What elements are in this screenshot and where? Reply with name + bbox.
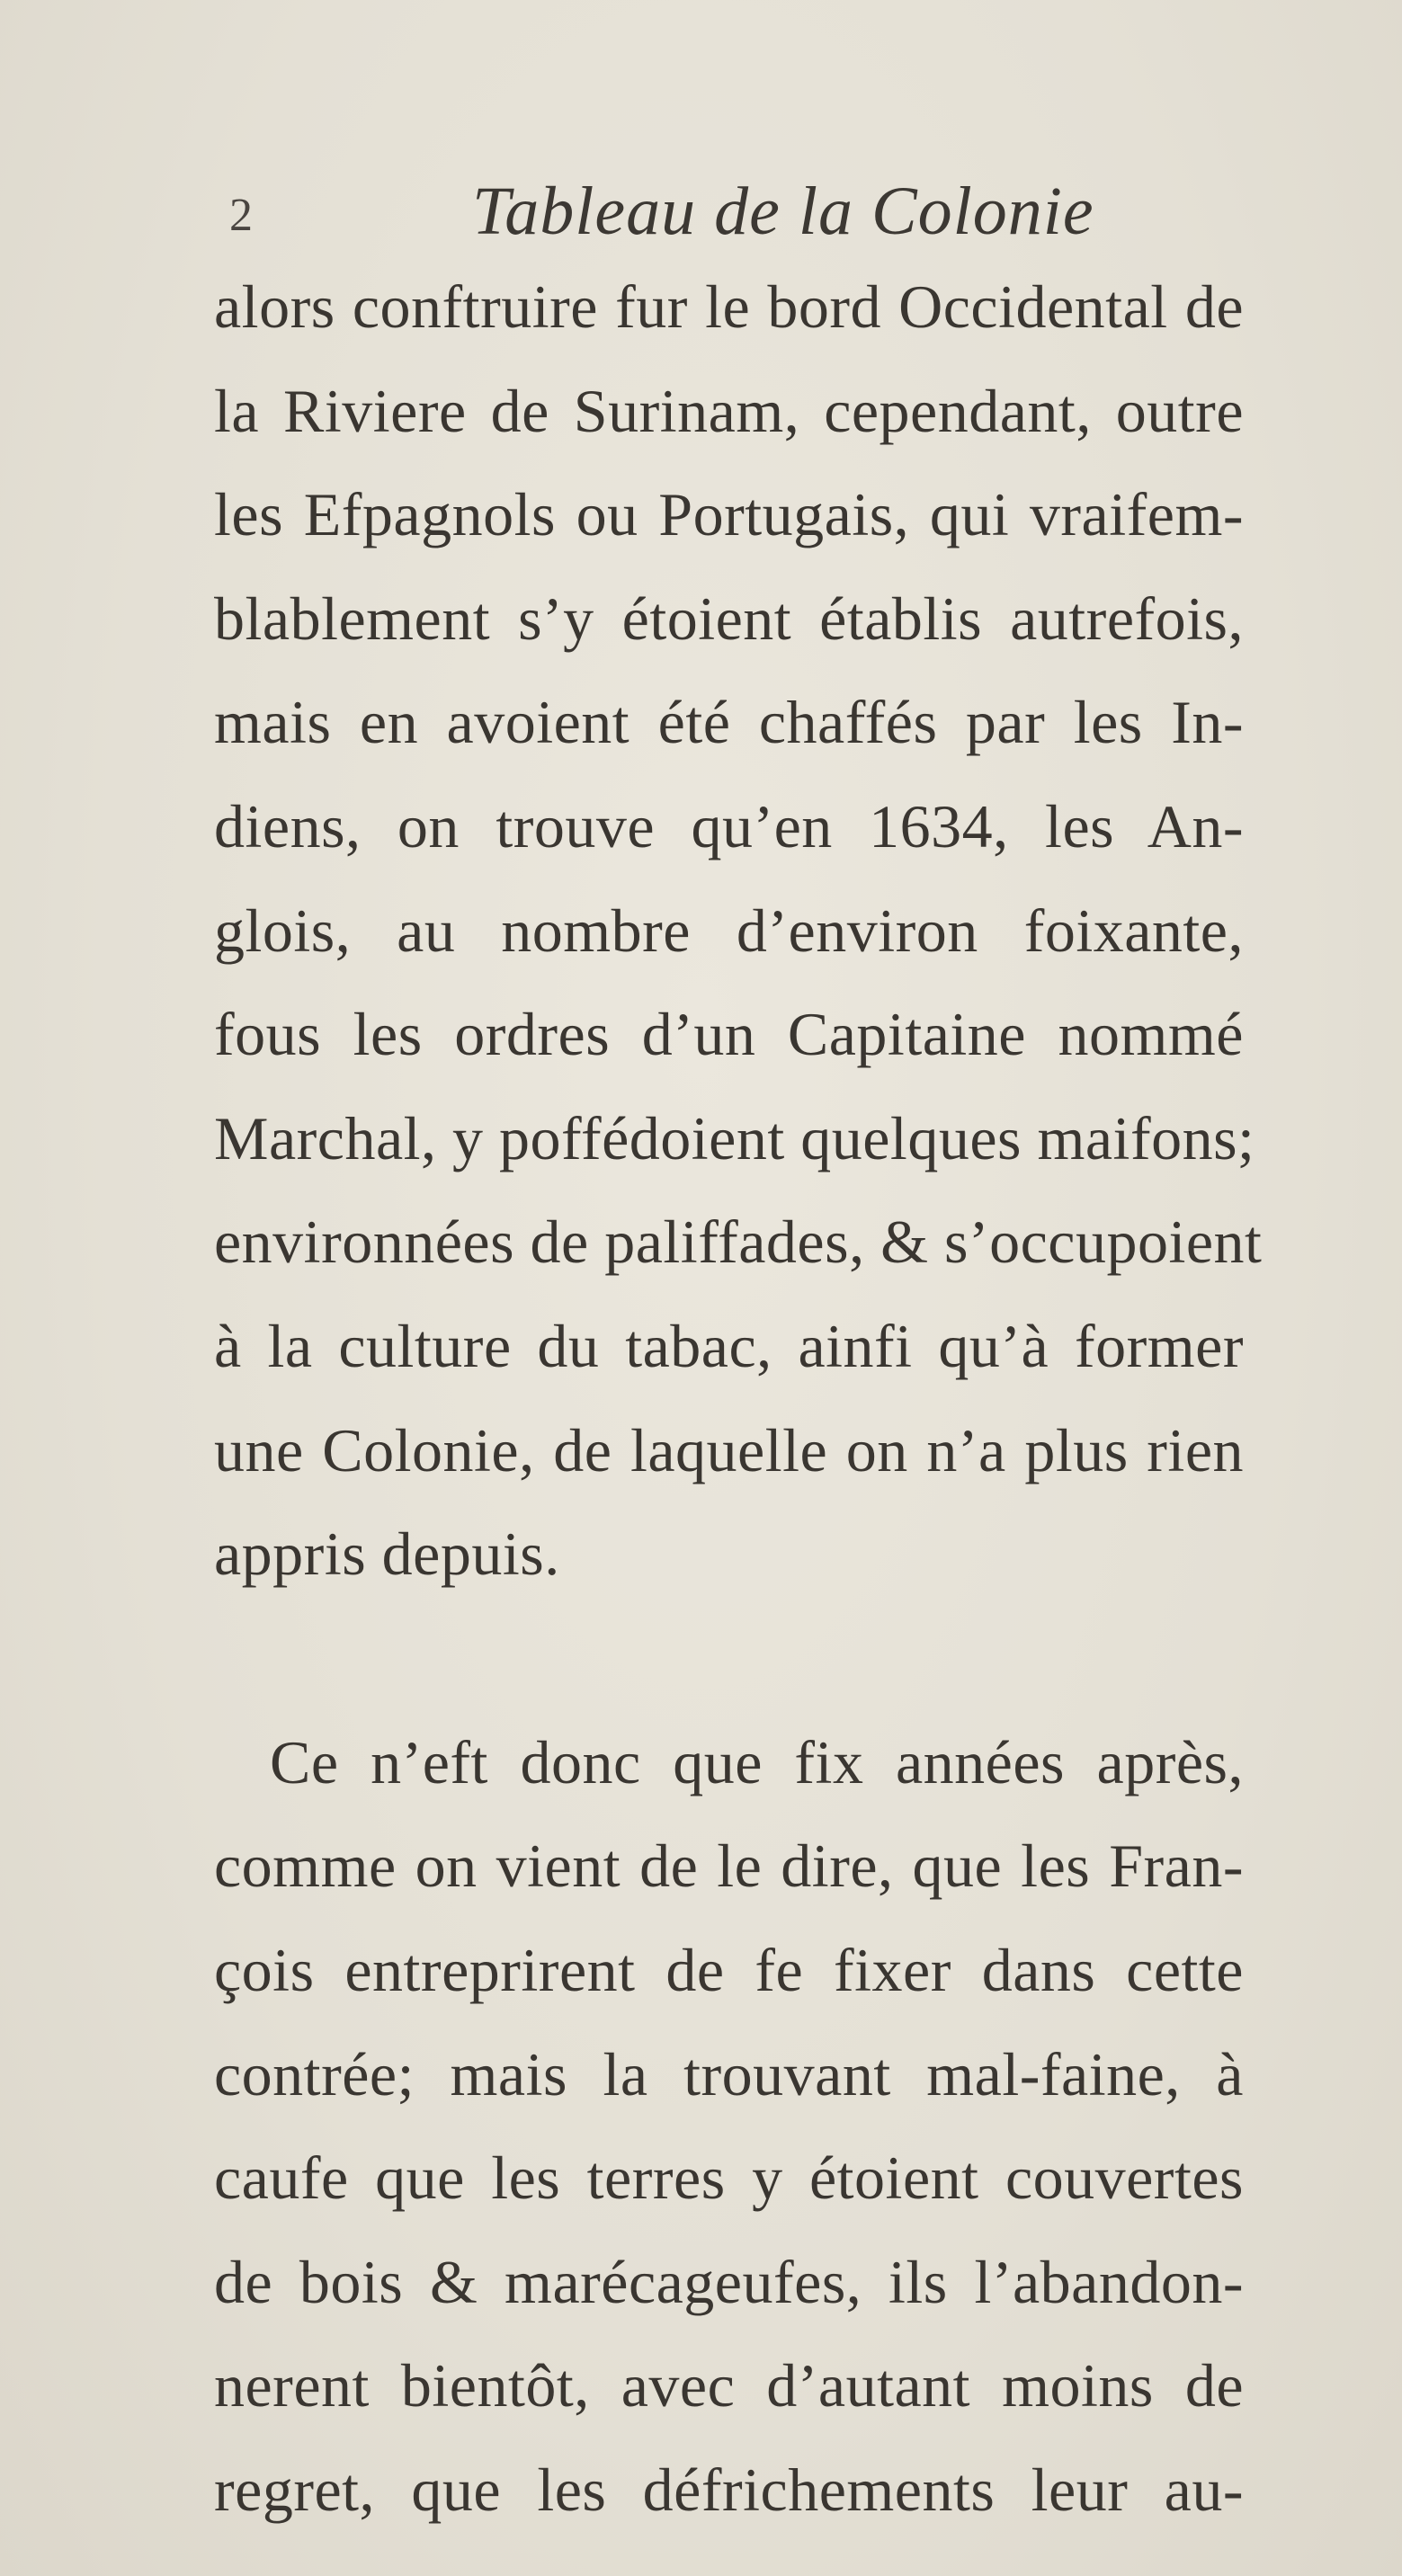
paragraph-1 [214,255,1263,1607]
text-line: glois, au nombre d’environ foixante, [214,896,1244,965]
text-line: regret, que les défrichements leur au- [214,2455,1244,2524]
text-line: fous les ordres d’un Capitaine nommé [214,1000,1244,1069]
running-title: Tableau de la Colonie [472,174,1094,249]
text-line: alors conftruire fur le bord Occidental de [214,272,1244,341]
text-line: Marchal, y poffédoient quelques maifons; [214,1103,1255,1172]
page-header [0,171,1402,252]
text-line: nerent bientôt, avec d’autant moins de [214,2351,1244,2420]
paragraph-2 [214,1711,1244,2543]
text-line: une Colonie, de laquelle on n’a plus rien [214,1415,1244,1484]
text-line: la Riviere de Surinam, cependant, outre [214,376,1244,445]
text-line: Ce n’eft donc que fix années après, [270,1727,1244,1796]
text-line: contrée; mais la trouvant mal-faine, à [214,2039,1244,2108]
text-line: diens, on trouve qu’en 1634, les An- [214,791,1244,860]
text-line: caufe que les terres y étoient couvertes [214,2144,1244,2213]
text-line: appris depuis. [214,1520,560,1589]
text-line: blablement s’y étoient établis autrefois, [214,584,1244,653]
text-line: les Efpagnols ou Portugais, qui vraifem- [214,480,1244,549]
text-line: çois entreprirent de fe fixer dans cette [214,1935,1244,2004]
page-number: 2 [229,190,253,241]
text-line: à la culture du tabac, ainfi qu’à former [214,1311,1244,1380]
text-line: de bois & marécageufes, ils l’abandon- [214,2247,1244,2316]
text-line: mais en avoient été chaffés par les In- [214,688,1244,757]
body-text [214,255,1263,2542]
paragraph-spacer [214,1607,1244,1711]
text-line: environnées de paliffades, & s’occupoient [214,1208,1263,1277]
text-line: comme on vient de le dire, que les Fran- [214,1832,1244,1901]
